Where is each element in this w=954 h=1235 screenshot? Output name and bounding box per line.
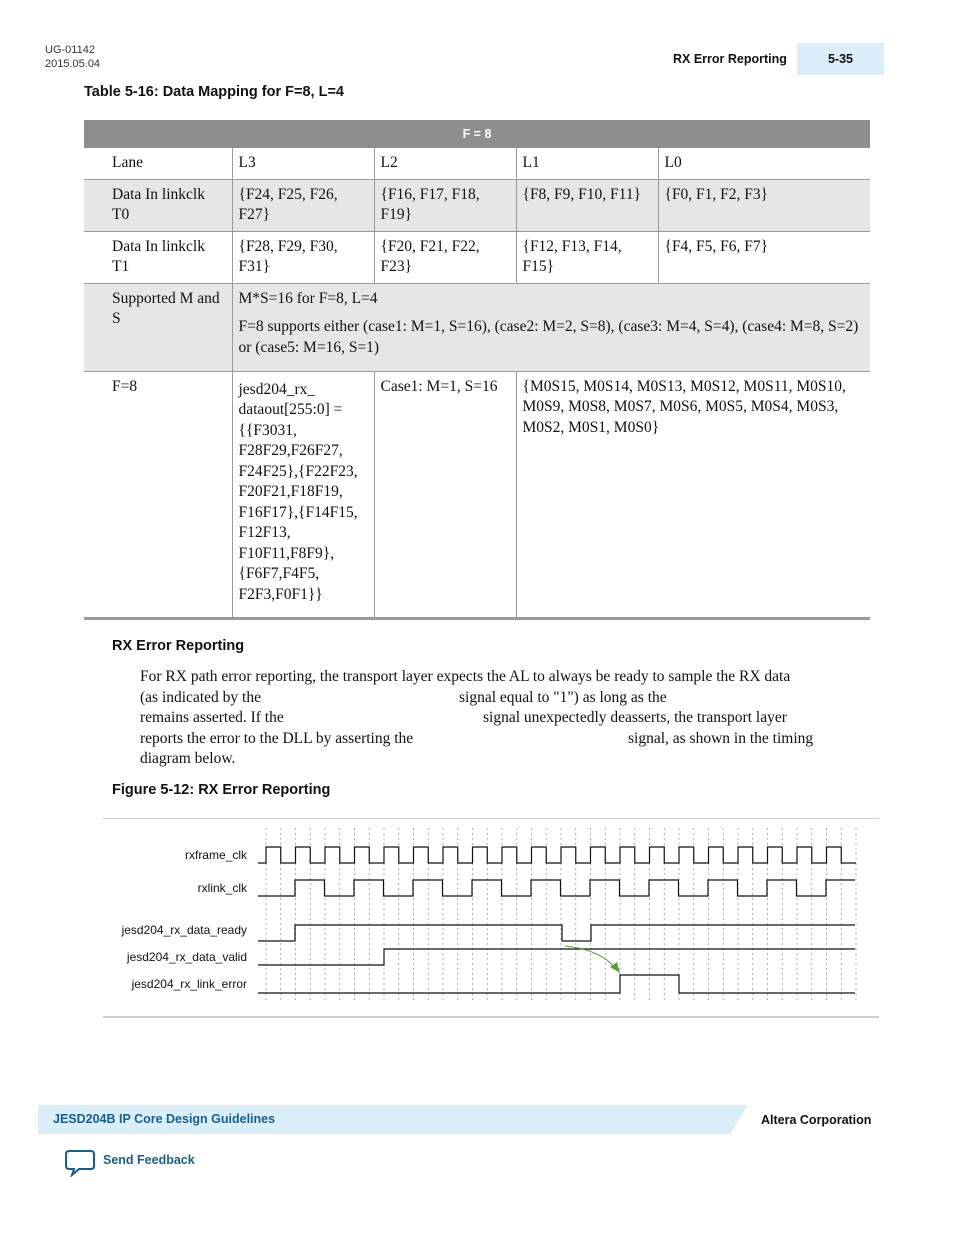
paragraph-text: (as indicated by the <box>140 688 261 706</box>
body-paragraph <box>140 667 860 770</box>
table-cell: Lane <box>84 148 232 179</box>
table-header-cell: F = 8 <box>84 120 870 148</box>
signal-label-data-ready: jesd204_rx_data_ready <box>121 923 247 937</box>
paragraph-line <box>140 729 860 750</box>
paragraph-text: diagram below. <box>140 750 236 767</box>
data-mapping-table <box>84 120 870 620</box>
table-cell: jesd204_rx_ dataout[255:0] = {{F3031, F28F29,F26F27, F24F25},{F22F23, F20F21,F18F19, F16F17},{F14F15, F12F13, F10F11,F8F9}, {F6F7,F4F5, F2F3,F0F1}} <box>232 371 374 618</box>
table-cell: {F12, F13, F14, F15} <box>516 231 658 283</box>
page-number-badge <box>797 43 884 75</box>
figure-top-rule <box>103 818 879 819</box>
table-cell: Case1: M=1, S=16 <box>374 371 516 618</box>
signal-label-rxlink-clk: rxlink_clk <box>197 881 247 895</box>
paragraph-text: remains asserted. If the <box>140 709 284 726</box>
table-row-lane <box>84 148 870 179</box>
table-row-f8 <box>84 371 870 618</box>
table-cell: F=8 <box>84 371 232 618</box>
link-error-waveform <box>258 975 855 993</box>
paragraph-text: signal unexpectedly deasserts, the transport layer <box>483 709 787 726</box>
figure-bottom-rule <box>103 1016 879 1018</box>
table-cell: {F24, F25, F26, F27} <box>232 179 374 231</box>
table-cell: Data In linkclk T0 <box>84 179 232 231</box>
table-cell: L3 <box>232 148 374 179</box>
paragraph-line <box>140 708 860 729</box>
table-row-t0 <box>84 179 870 231</box>
paragraph-line <box>140 688 860 709</box>
table-cell: {M0S15, M0S14, M0S13, M0S12, M0S11, M0S10, M0S9, M0S8, M0S7, M0S6, M0S5, M0S4, M0S3, M0S2, M0S1, M0S0} <box>516 371 870 618</box>
document-id-block <box>45 43 100 71</box>
table-cell: {F8, F9, F10, F11} <box>516 179 658 231</box>
signal-label-rxframe-clk: rxframe_clk <box>184 848 247 862</box>
signal-label-data-valid: jesd204_rx_data_valid <box>126 950 247 964</box>
supported-line: M*S=16 for F=8, L=4 <box>238 289 378 307</box>
paragraph-line <box>140 667 860 688</box>
table-row-t1 <box>84 231 870 283</box>
table-cell: L1 <box>516 148 658 179</box>
signal-label-link-error: jesd204_rx_link_error <box>131 977 247 991</box>
paragraph-text: reports the error to the DLL by asserting the <box>140 729 414 747</box>
figure-caption: Figure 5-12: RX Error Reporting <box>112 782 331 798</box>
rxlink-clk-waveform <box>258 880 855 896</box>
table-cell: L0 <box>658 148 870 179</box>
page-number: 5-35 <box>827 52 854 66</box>
table-caption: Table 5-16: Data Mapping for F=8, L=4 <box>84 84 344 100</box>
table-cell: {F4, F5, F6, F7} <box>658 231 870 283</box>
header-section-title: RX Error Reporting <box>673 52 787 66</box>
paragraph-line <box>140 749 860 770</box>
section-heading: RX Error Reporting <box>112 638 245 654</box>
supported-line: F=8 supports either (case1: M=1, S=16), (case2: M=2, S=8), (case3: M=4, S=4), (case4: M=8, S=2) or (case5: M=16, S=1) <box>238 318 859 356</box>
data-ready-waveform <box>258 925 855 941</box>
data-valid-waveform <box>258 949 855 965</box>
document-date: 2015.05.04 <box>45 58 101 70</box>
document-id: UG-01142 <box>45 44 95 56</box>
table-cell: {F16, F17, F18, F19} <box>374 179 516 231</box>
paragraph-text: For RX path error reporting, the transport layer expects the AL to always be ready to sample the RX data <box>140 668 791 685</box>
footer-guide-link[interactable]: JESD204B IP Core Design Guidelines <box>53 1112 276 1126</box>
table-cell: Supported M and S <box>84 283 232 371</box>
paragraph-text: signal, as shown in the timing <box>628 729 814 747</box>
table-cell-supported <box>232 283 870 371</box>
table-header-row <box>84 120 870 148</box>
send-feedback-link[interactable]: Send Feedback <box>103 1153 195 1167</box>
table-cell: L2 <box>374 148 516 179</box>
table-cell: {F0, F1, F2, F3} <box>658 179 870 231</box>
footer-company: Altera Corporation <box>761 1113 872 1127</box>
timing-diagram <box>103 822 863 1012</box>
table-row-supported <box>84 283 870 371</box>
feedback-icon[interactable] <box>65 1149 95 1177</box>
table-cell: Data In linkclk T1 <box>84 231 232 283</box>
paragraph-text: signal equal to "1") as long as the <box>459 688 667 706</box>
rxframe-clk-waveform <box>258 847 856 863</box>
table-cell: {F20, F21, F22, F23} <box>374 231 516 283</box>
table-cell: {F28, F29, F30, F31} <box>232 231 374 283</box>
